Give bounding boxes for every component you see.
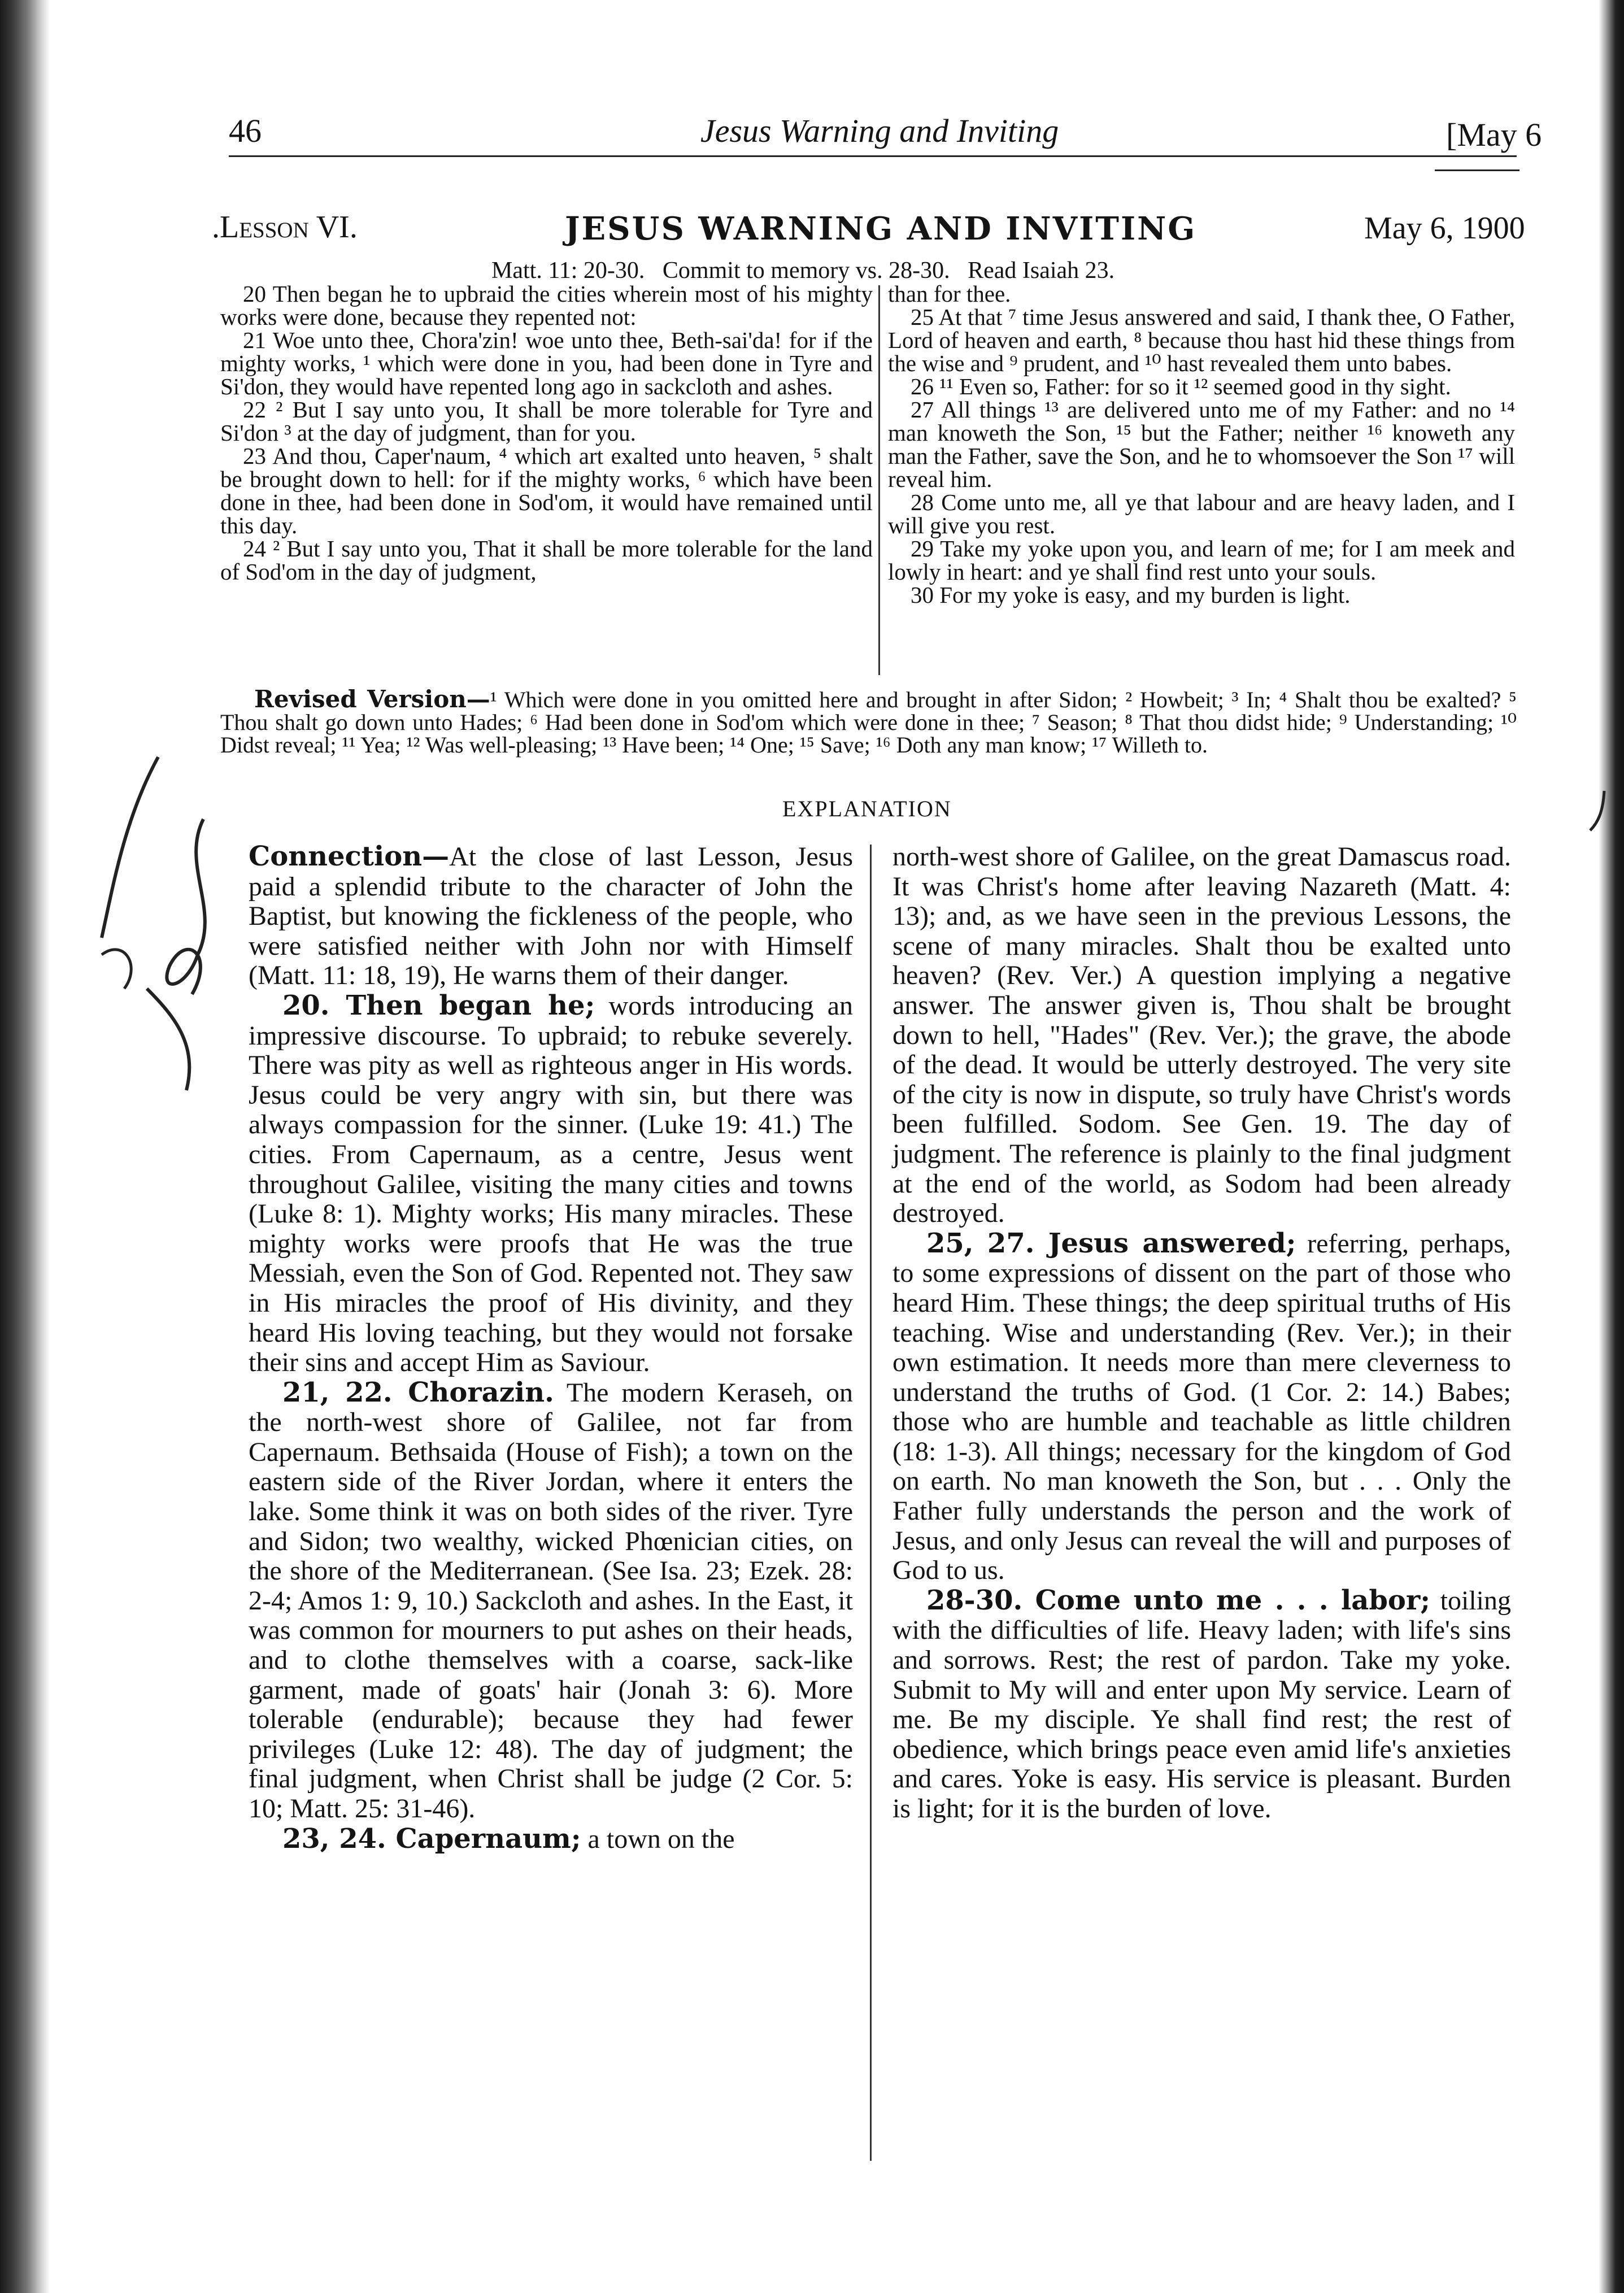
book-spine-shadow	[0, 0, 50, 2293]
revised-version-text: ¹ Which were done in you omitted here and brought in after Sidon; ² Howbeit; ³ In; ⁴ Shalt thou be exalted? ⁵ Thou shalt go down unto Hades; ⁶ Had been done in Sod'om which were done in thee; ⁷ Season; ⁸ That thou didst hide; ⁹ Understanding; ¹⁰ Didst reveal; ¹¹ Yea; ¹² Was well-pleasing; ¹³ Have been; ¹⁴ One; ¹⁵ Save; ¹⁶ Doth any man know; ¹⁷ Willeth to.	[220, 687, 1517, 758]
explanation-capernaum-cont: north-west shore of Galilee, on the great Damascus road. It was Christ's home after leaving Nazareth (Matt. 4: 13); and, as we have seen in the previous Lessons, the scene of many miracles. Shalt thou be exalted unto heaven? (Rev. Ver.) A question implying a negative answer. The answer given is, Thou shalt be brought down to hell, "Hades" (Rev. Ver.); the grave, the abode of the dead. It would be utterly destroyed. The very site of the city is now in dispute, so truly have Christ's words been fulfilled. Sodom. See Gen. 19. The day of judgment. The reference is plainly to the final judgment at the end of the world, as Sodom had been already destroyed.	[892, 842, 1511, 1229]
lesson-reference: Matt. 11: 20-30. Commit to memory vs. 28-30. Read Isaiah 23.	[491, 258, 1115, 284]
header-rule-right	[1435, 169, 1519, 171]
verse-22: 22 ² But I say unto you, It shall be more tolerable for Tyre and Si'don ³ at the day of judgment, than for you.	[220, 397, 873, 446]
verse-24-end: than for thee.	[888, 281, 1011, 307]
verse-27: 27 All things ¹³ are delivered unto me of my Father: and no ¹⁴ man knoweth the Son, ¹⁵ but the Father; neither ¹⁶ knoweth any man the Father, save the Son, and he to whomsoever the Son ¹⁷ will reveal him.	[888, 397, 1515, 492]
verse-29: 29 Take my yoke upon you, and learn of me; for I am meek and lowly in heart: and ye shall find rest unto your souls.	[888, 536, 1515, 585]
running-date: [May 6	[1446, 116, 1542, 153]
revised-version-note	[220, 685, 1517, 758]
explanation-left-column	[249, 842, 853, 1854]
page-edge-shadow	[1599, 0, 1624, 2293]
scripture-left-column	[220, 282, 873, 584]
explanation-verses-23-24: 23, 24. Capernaum; a town on the	[282, 1822, 735, 1855]
verse-28: 28 Come unto me, all ye that labour and are heavy laden, and I will give you rest.	[888, 489, 1515, 538]
verse-23: 23 And thou, Caper'naum, ⁴ which art exalted unto heaven, ⁵ shalt be brought down to hell: for if the mighty works, ⁶ which have been done in thee, had been done in Sod'om, it would have remained until this day.	[220, 443, 873, 538]
lesson-label: .Lesson VI.	[212, 210, 358, 245]
revised-version-label: Revised Version—	[254, 685, 490, 713]
verse-24: 24 ² But I say unto you, That it shall be more tolerable for the land of Sod'om in the day of judgment,	[220, 536, 873, 585]
verse-25: 25 At that ⁷ time Jesus answered and said, I thank thee, O Father, Lord of heaven and earth, ⁸ because thou hast hid these things from the wise and ⁹ prudent, and ¹⁰ hast revealed them unto babes.	[888, 304, 1515, 376]
header-rule	[229, 155, 1517, 157]
page-number: 46	[229, 112, 262, 149]
running-title: Jesus Warning and Inviting	[700, 112, 1059, 149]
explanation-verses-21-22: 21, 22. Chorazin. The modern Keraseh, on the north-west shore of Galilee, not far from Capernaum. Bethsaida (House of Fish); a town on the eastern side of the River Jordan, where it enters the lake. Some think it was on both sides of the river. Tyre and Sidon; two wealthy, wicked Phœnician cities, on the shore of the Mediterranean. (See Isa. 23; Ezek. 28: 2-4; Amos 1: 9, 10.) Sackcloth and ashes. In the East, it was common for mourners to put ashes on their heads, and to clothe themselves with a coarse, sack-like garment, made of goats' hair (Jonah 3: 6). More tolerable (endurable); because they had fewer privileges (Luke 12: 48). The day of judgment; the final judgment, when Christ shall be judge (2 Cor. 5: 10; Matt. 25: 31-46).	[249, 1376, 854, 1824]
verse-21: 21 Woe unto thee, Chora'zin! woe unto thee, Beth-sai'da! for if the mighty works, ¹ which were done in you, had been done in Tyre and Si'don, they would have repented long ago in sackcloth and ashes.	[220, 327, 873, 399]
lesson-date: May 6, 1900	[1364, 211, 1525, 246]
explanation-connection: Connection—At the close of last Lesson, Jesus paid a splendid tribute to the character of John the Baptist, but knowing the fickleness of the people, who were satisfied neither with John nor with Himself (Matt. 11: 18, 19), He warns them of their danger.	[249, 841, 853, 991]
handwritten-margin-mark	[90, 751, 237, 1102]
verse-20: 20 Then began he to upbraid the cities wherein most of his mighty works were done, because they repented not:	[220, 281, 873, 330]
explanation-verse-20: 20. Then began he; words introducing an impressive discourse. To upbraid; to rebuke severely. There was pity as well as righteous anger in His words. Jesus could be very angry with sin, but there was always compassion for the sinner. (Luke 19: 41.) The cities. From Capernaum, as a centre, Jesus went throughout Galilee, visiting the many cities and towns (Luke 8: 1). Mighty works; His many miracles. These mighty works were proofs that He was the true Messiah, even the Son of God. Repented not. They saw in His miracles the proof of His divinity, and they heard His loving teaching, but they would not forsake their sins and accept Him as Saviour.	[249, 989, 853, 1378]
explanation-verses-25-27: 25, 27. Jesus answered; referring, perhaps, to some expressions of dissent on the part of those who heard Him. These things; the deep spiritual truths of His teaching. Wise and understanding (Rev. Ver.); in their own estimation. It needs more than mere cleverness to understand the truths of God. (1 Cor. 2: 14.) Babes; those who are humble and teachable as little children (18: 1-3). All things; necessary for the kingdom of God on earth. No man knoweth the Son, but . . . Only the Father fully understands the person and the work of Jesus, and only Jesus can reveal the will and purposes of God to us.	[892, 1227, 1511, 1586]
explanation-heading: EXPLANATION	[782, 796, 952, 821]
explanation-verses-28-30: 28-30. Come unto me . . . labor; toiling with the difficulties of life. Heavy laden; with life's sins and sorrows. Rest; the rest of pardon. Take my yoke. Submit to My will and enter upon My service. Learn of me. Be my disciple. Ye shall find rest; the rest of obedience, which brings peace even amid life's anxieties and cares. Yoke is easy. His service is pleasant. Burden is light; for it is the burden of love.	[892, 1584, 1512, 1824]
lesson-title: JESUS WARNING AND INVITING	[565, 210, 1197, 247]
scripture-right-column	[888, 282, 1515, 607]
explanation-right-column	[892, 842, 1511, 1824]
margin-tick-mark	[1587, 788, 1610, 833]
verse-30: 30 For my yoke is easy, and my burden is light.	[911, 582, 1351, 608]
verse-26: 26 ¹¹ Even so, Father: for so it ¹² seemed good in thy sight.	[911, 373, 1451, 399]
explanation-column-divider	[870, 845, 872, 2161]
scripture-column-divider	[878, 285, 880, 675]
